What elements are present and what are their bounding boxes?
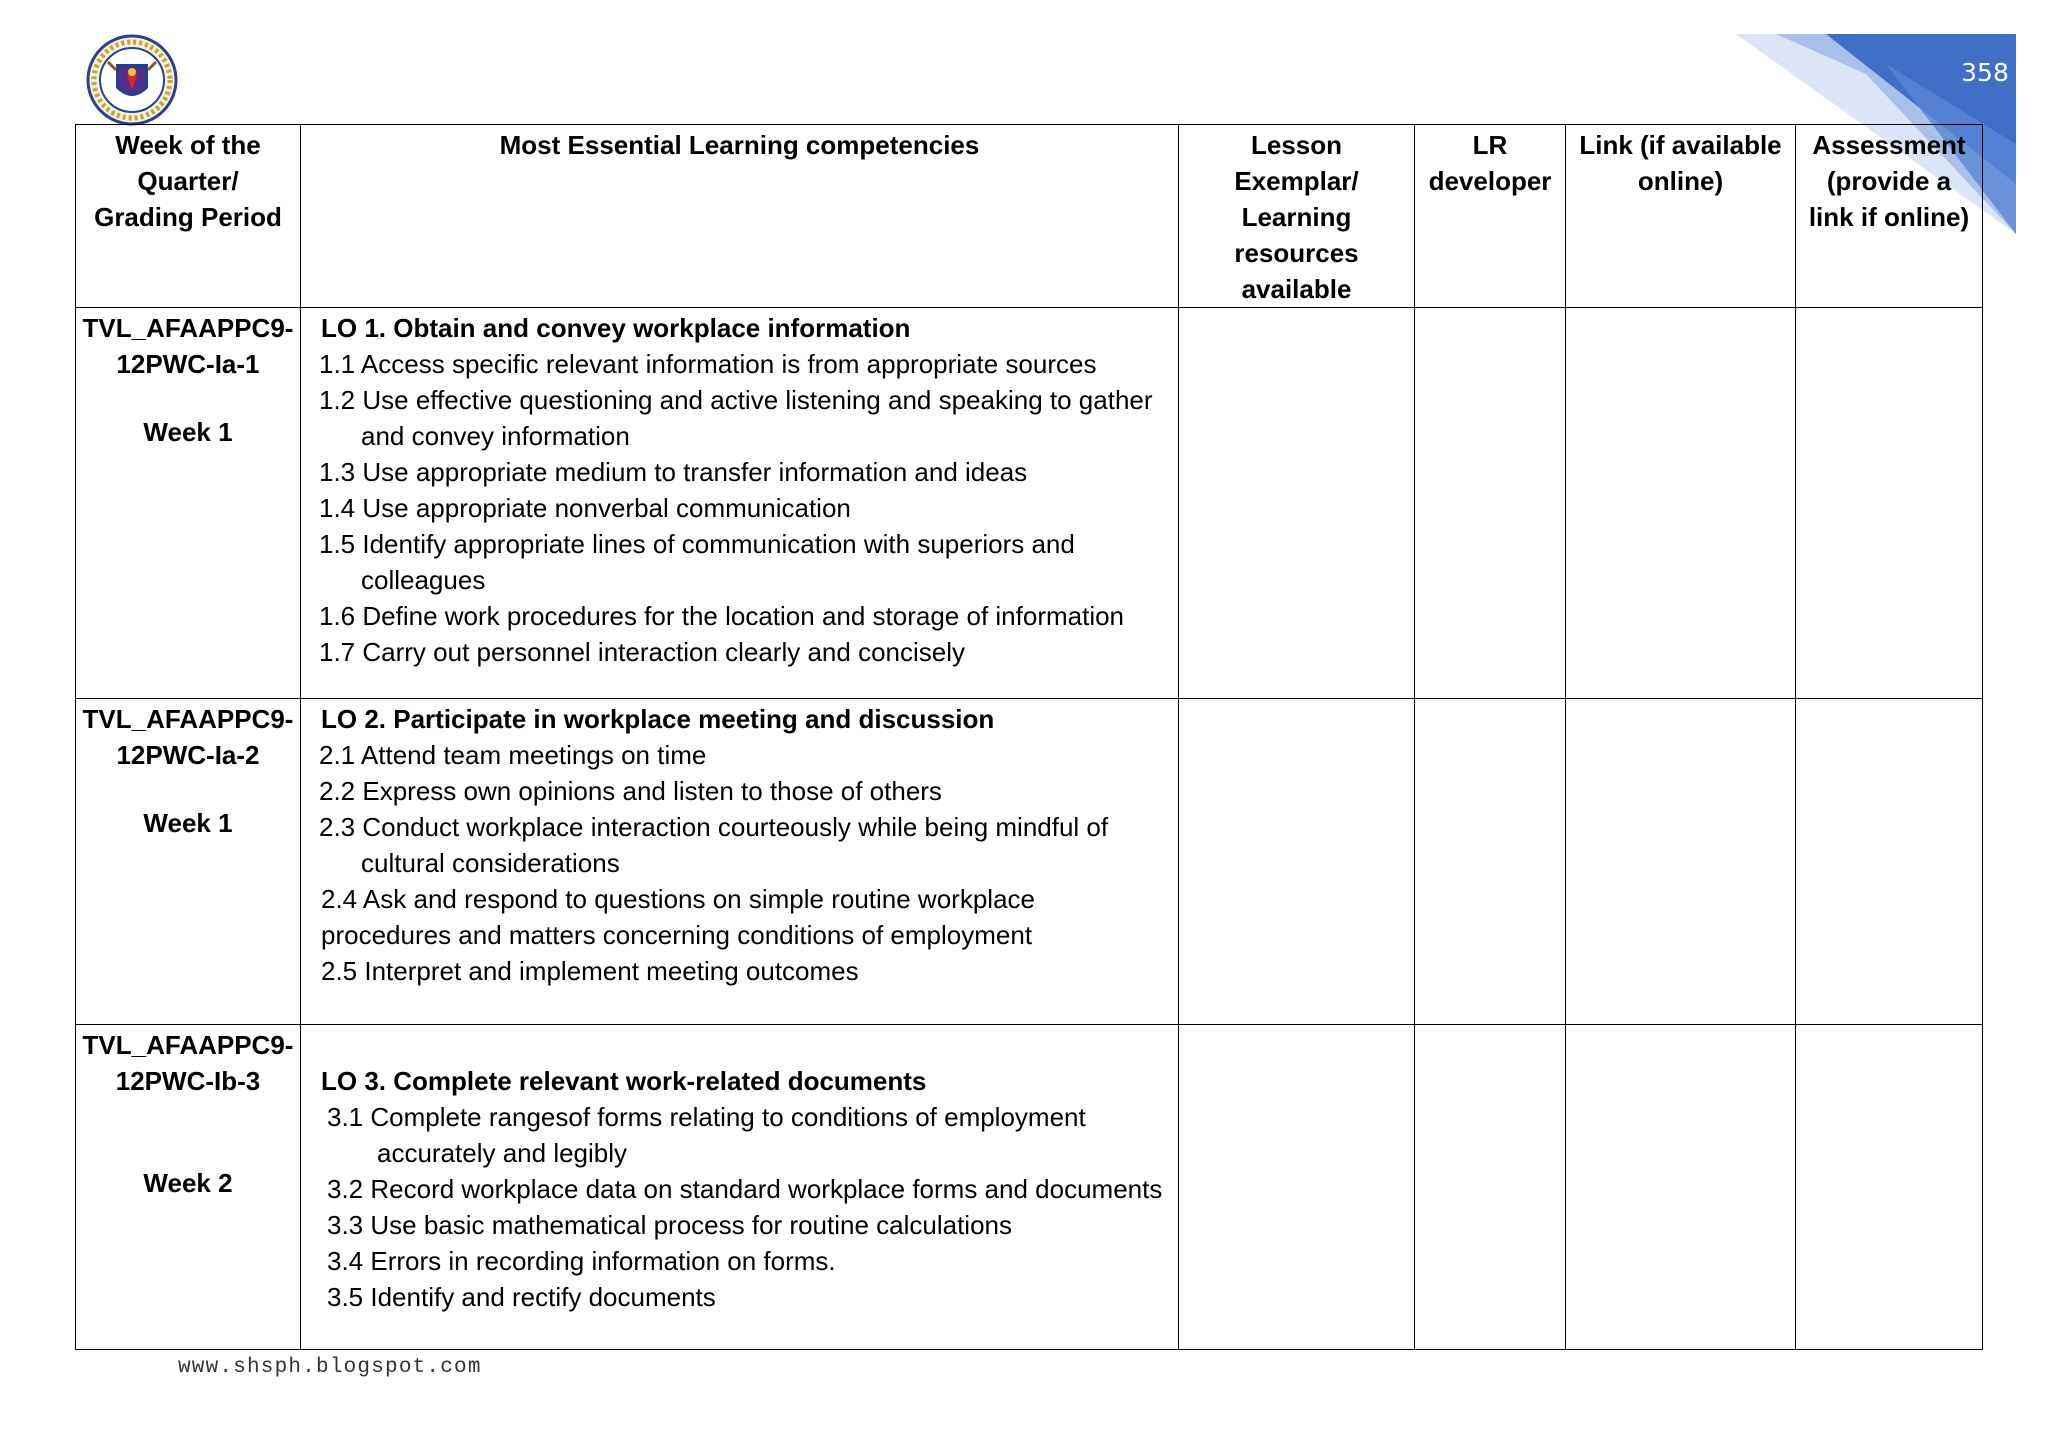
week-cell <box>76 308 301 699</box>
header-assessment: Assessment (provide a link if online) <box>1796 125 1983 308</box>
competency-item: 1.5 Identify appropriate lines of communication with superiors and colleagues <box>319 529 1075 595</box>
competency-code-line1: TVL_AFAAPPC9- <box>82 1030 294 1060</box>
week-cell <box>76 1025 301 1350</box>
empty-cell <box>1179 308 1415 699</box>
empty-cell <box>1566 308 1796 699</box>
table-header-row <box>76 125 1983 308</box>
empty-cell <box>1415 308 1566 699</box>
competencies-cell <box>301 1025 1179 1350</box>
empty-cell <box>1179 699 1415 1025</box>
week-cell <box>76 699 301 1025</box>
competency-code-line2: 12PWC-Ia-2 <box>116 740 260 770</box>
table-row <box>76 699 1983 1025</box>
competency-code-line2: 12PWC-Ia-1 <box>116 349 260 379</box>
empty-cell <box>1796 699 1983 1025</box>
competency-code-line1: TVL_AFAAPPC9- <box>82 704 294 734</box>
empty-cell <box>1179 1025 1415 1350</box>
competency-item: 1.6 Define work procedures for the location and storage of information <box>319 601 1125 631</box>
learning-outcome-title: LO 2. Participate in workplace meeting and discussion <box>321 704 995 734</box>
learning-competencies-table <box>75 124 1983 1350</box>
competency-item: 1.2 Use effective questioning and active listening and speaking to gather and convey information <box>319 385 1153 451</box>
competencies-cell <box>301 699 1179 1025</box>
competency-item: 2.2 Express own opinions and listen to those of others <box>319 776 942 806</box>
week-label: Week 2 <box>143 1168 233 1198</box>
competency-item: 3.5 Identify and rectify documents <box>327 1282 716 1312</box>
table-row <box>76 1025 1983 1350</box>
competency-item: 2.5 Interpret and implement meeting outcomes <box>321 956 859 986</box>
empty-cell <box>1415 699 1566 1025</box>
table-row <box>76 308 1983 699</box>
header-link: Link (if available online) <box>1566 125 1796 308</box>
header-lesson-exemplar: Lesson Exemplar/ Learning resources available <box>1179 125 1415 308</box>
header-week: Week of the Quarter/ Grading Period <box>76 125 301 308</box>
competency-item: 2.3 Conduct workplace interaction courteously while being mindful of cultural considerations <box>319 812 1109 878</box>
competency-item: 3.1 Complete rangesof forms relating to conditions of employment accurately and legibly <box>327 1102 1086 1168</box>
competency-item: 1.7 Carry out personnel interaction clearly and concisely <box>319 637 966 667</box>
learning-outcome-title: LO 1. Obtain and convey workplace information <box>321 313 911 343</box>
header-lr-developer: LR developer <box>1415 125 1566 308</box>
competency-code-line1: TVL_AFAAPPC9- <box>82 313 294 343</box>
competency-item: 2.1 Attend team meetings on time <box>319 740 707 770</box>
empty-cell <box>1796 308 1983 699</box>
competency-code-line2: 12PWC-Ib-3 <box>115 1066 261 1096</box>
header-competencies: Most Essential Learning competencies <box>301 125 1179 308</box>
competency-item: 3.3 Use basic mathematical process for routine calculations <box>327 1210 1012 1240</box>
footer-url[interactable]: www.shsph.blogspot.com <box>178 1356 482 1379</box>
competency-item: 2.4 Ask and respond to questions on simple routine workplace procedures and matters concerning conditions of employment <box>321 884 1035 950</box>
week-label: Week 1 <box>143 808 233 838</box>
competency-item: 1.4 Use appropriate nonverbal communication <box>319 493 851 523</box>
empty-cell <box>1566 1025 1796 1350</box>
competency-item: 1.1 Access specific relevant information is from appropriate sources <box>319 349 1097 379</box>
empty-cell <box>1566 699 1796 1025</box>
deped-seal-logo <box>86 34 178 126</box>
empty-cell <box>1415 1025 1566 1350</box>
competency-item: 3.2 Record workplace data on standard workplace forms and documents <box>327 1174 1163 1204</box>
learning-outcome-title: LO 3. Complete relevant work-related documents <box>321 1066 927 1096</box>
page-number: 358 <box>1961 58 2009 87</box>
competency-item: 1.3 Use appropriate medium to transfer information and ideas <box>319 457 1028 487</box>
competencies-cell <box>301 308 1179 699</box>
empty-cell <box>1796 1025 1983 1350</box>
competency-item: 3.4 Errors in recording information on forms. <box>327 1246 836 1276</box>
week-label: Week 1 <box>143 417 233 447</box>
